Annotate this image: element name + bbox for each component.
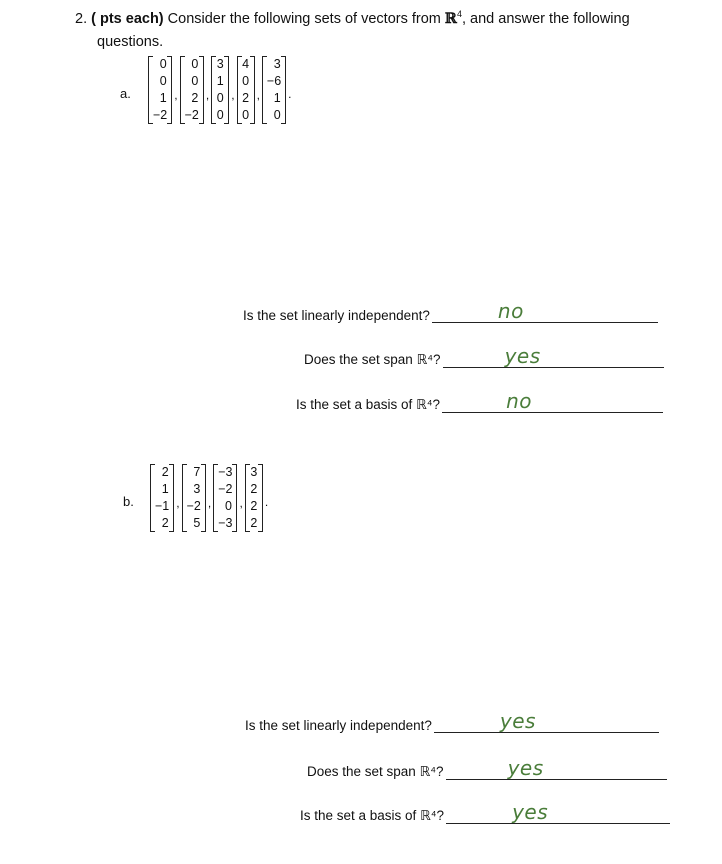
answer-blank[interactable] bbox=[442, 389, 663, 413]
vector-entry: 0 bbox=[216, 91, 224, 105]
vector-entry: −2 bbox=[153, 108, 168, 122]
vector-entry: 1 bbox=[159, 91, 167, 105]
question-row bbox=[304, 344, 664, 368]
vector-entry: −3 bbox=[218, 516, 233, 530]
vector-entry: 0 bbox=[242, 74, 250, 88]
question-row bbox=[307, 756, 667, 780]
part-a-label: a. bbox=[120, 86, 131, 101]
vector-entry: 2 bbox=[250, 499, 258, 513]
vector-entry: 0 bbox=[159, 74, 167, 88]
question-prompt: Is the set a basis of ℝ⁴? bbox=[296, 397, 441, 412]
answer-blank[interactable] bbox=[432, 299, 658, 323]
vector-entry: 4 bbox=[242, 57, 250, 71]
vector-entry: 2 bbox=[161, 516, 169, 530]
question-prompt: Is the set a basis of ℝ⁴? bbox=[300, 808, 445, 823]
vector-entry: 0 bbox=[216, 108, 224, 122]
question-line-2: questions. bbox=[97, 34, 164, 50]
separator: , bbox=[176, 496, 180, 510]
answer-blank[interactable] bbox=[446, 800, 670, 824]
field-symbol: ℝ bbox=[444, 10, 457, 27]
field-superscript: 4 bbox=[456, 9, 462, 20]
question-row bbox=[243, 299, 658, 323]
part-b-vector-set bbox=[150, 464, 268, 532]
vector-entry: 2 bbox=[250, 482, 258, 496]
vector-entry: 3 bbox=[250, 465, 258, 479]
vector-entry: 0 bbox=[191, 74, 199, 88]
question-row bbox=[245, 709, 659, 733]
column-vector bbox=[237, 56, 255, 124]
vector-entry: −1 bbox=[155, 499, 170, 513]
column-vector bbox=[211, 56, 229, 124]
question-prompt: Does the set span ℝ⁴? bbox=[307, 764, 444, 779]
question-row bbox=[300, 800, 670, 824]
separator: , bbox=[174, 88, 178, 102]
vector-entry: −2 bbox=[218, 482, 233, 496]
vector-entry: −6 bbox=[266, 74, 282, 88]
separator: . bbox=[264, 495, 269, 509]
vector-entry: 7 bbox=[193, 465, 201, 479]
column-vector bbox=[213, 464, 237, 532]
column-vector bbox=[180, 56, 204, 124]
column-vector bbox=[245, 464, 263, 532]
question-prompt: Does the set span ℝ⁴? bbox=[304, 352, 441, 367]
question-row bbox=[296, 389, 663, 413]
column-vector bbox=[262, 56, 286, 124]
question-prompt: Is the set linearly independent? bbox=[245, 718, 432, 733]
answer-blank[interactable] bbox=[446, 756, 667, 780]
answer-blank[interactable] bbox=[443, 344, 664, 368]
handwritten-answer: yes bbox=[504, 344, 541, 368]
separator: , bbox=[239, 496, 243, 510]
vector-entry: 0 bbox=[191, 57, 199, 71]
vector-entry: 1 bbox=[161, 482, 169, 496]
vector-entry: 2 bbox=[161, 465, 169, 479]
vector-entry: −2 bbox=[184, 108, 199, 122]
vector-entry: 2 bbox=[191, 91, 199, 105]
handwritten-answer: yes bbox=[512, 800, 549, 824]
vector-entry: 3 bbox=[193, 482, 201, 496]
vector-entry: 0 bbox=[225, 499, 232, 513]
vector-entry: 3 bbox=[273, 57, 281, 71]
question-points: ( pts each) bbox=[91, 11, 164, 27]
question-prompt: Is the set linearly independent? bbox=[243, 308, 430, 323]
separator: . bbox=[288, 87, 292, 101]
vector-entry: 2 bbox=[242, 91, 250, 105]
handwritten-answer: no bbox=[506, 389, 532, 413]
column-vector bbox=[150, 464, 174, 532]
vector-entry: 1 bbox=[273, 91, 281, 105]
question-number: 2. bbox=[75, 11, 88, 27]
vector-entry: 5 bbox=[193, 516, 201, 530]
vector-entry: −3 bbox=[218, 465, 233, 479]
handwritten-answer: no bbox=[497, 299, 524, 323]
vector-entry: 0 bbox=[273, 108, 281, 122]
handwritten-answer: yes bbox=[507, 756, 544, 780]
separator: , bbox=[256, 88, 260, 102]
separator: , bbox=[205, 88, 210, 102]
question-text-after: , and answer the following bbox=[461, 11, 630, 27]
vector-entry: 3 bbox=[216, 57, 224, 71]
vector-entry: 0 bbox=[242, 108, 250, 122]
vector-entry: 0 bbox=[159, 57, 167, 71]
handwritten-answer: yes bbox=[499, 709, 536, 733]
column-vector bbox=[182, 464, 206, 532]
question-text: Consider the following sets of vectors from bbox=[167, 11, 441, 27]
vector-entry: 2 bbox=[250, 516, 258, 530]
answer-blank[interactable] bbox=[434, 709, 659, 733]
column-vector bbox=[148, 56, 172, 124]
question-header bbox=[75, 10, 630, 27]
separator: , bbox=[231, 88, 235, 102]
part-a-vector-set bbox=[148, 56, 292, 124]
separator: , bbox=[207, 496, 212, 510]
vector-entry: 1 bbox=[216, 74, 224, 88]
vector-entry: −2 bbox=[186, 499, 201, 513]
part-b-label: b. bbox=[123, 494, 134, 509]
